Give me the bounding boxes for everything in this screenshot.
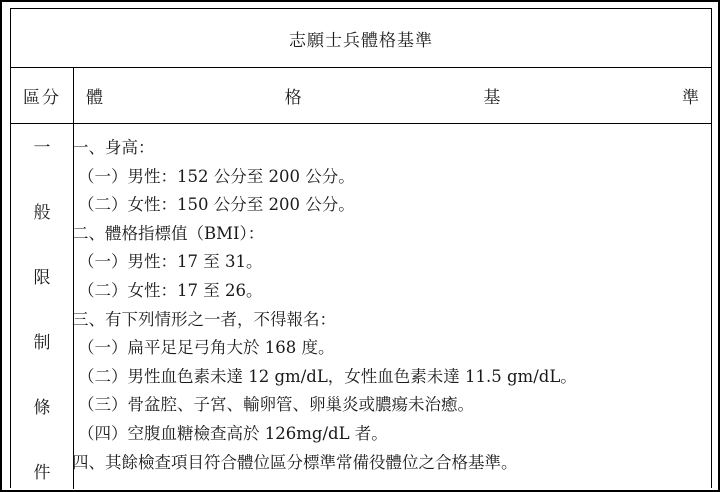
height-male: （一）男性：152 公分至 200 公分。 [78,166,355,186]
category-char: 般 [33,203,51,223]
category-char: 限 [33,268,51,288]
section-disqualifications: 三、有下列情形之一者，不得報名： [72,309,336,329]
header-category: 區分 [23,87,61,108]
section-height: 一、身高： [72,138,155,157]
category-char: 一 [33,138,51,158]
category-char: 制 [33,333,51,353]
height-female: （二）女性：150 公分至 200 公分。 [78,195,355,215]
standards-content [72,134,710,477]
table-title [11,9,711,68]
table-title-text: 志願士兵體格基準 [289,30,433,51]
header-standard-char: 格 [284,87,302,108]
bmi-female: （二）女性：17 至 26。 [78,280,263,300]
header-standard [74,67,711,123]
section-other-tests: 四、其餘檢查項目符合體位區分標準常備役體位之合格基準。 [72,452,518,472]
table-header-row [11,67,711,124]
disqualification-flat-foot: （一）扁平足足弓角大於 168 度。 [78,338,335,358]
header-standard-char: 準 [681,87,699,108]
section-bmi: 二、體格指標值（BMI）： [72,223,265,243]
category-char: 條 [33,398,51,418]
disqualification-hemoglobin: （二）男性血色素未達 12 gm/dL，女性血色素未達 11.5 gm/dL。 [78,366,577,386]
bmi-male: （一）男性：17 至 31。 [78,252,263,272]
header-standard-char: 基 [483,87,501,108]
category-char: 件 [33,463,51,483]
disqualification-blood-sugar: （四）空腹血糖檢查高於 126mg/dL 者。 [78,423,388,443]
header-standard-char: 體 [86,87,103,108]
category-label-general-restrictions [11,125,73,489]
disqualification-pelvic: （三）骨盆腔、子宮、輸卵管、卵巢炎或膿瘍未治癒。 [78,395,474,415]
